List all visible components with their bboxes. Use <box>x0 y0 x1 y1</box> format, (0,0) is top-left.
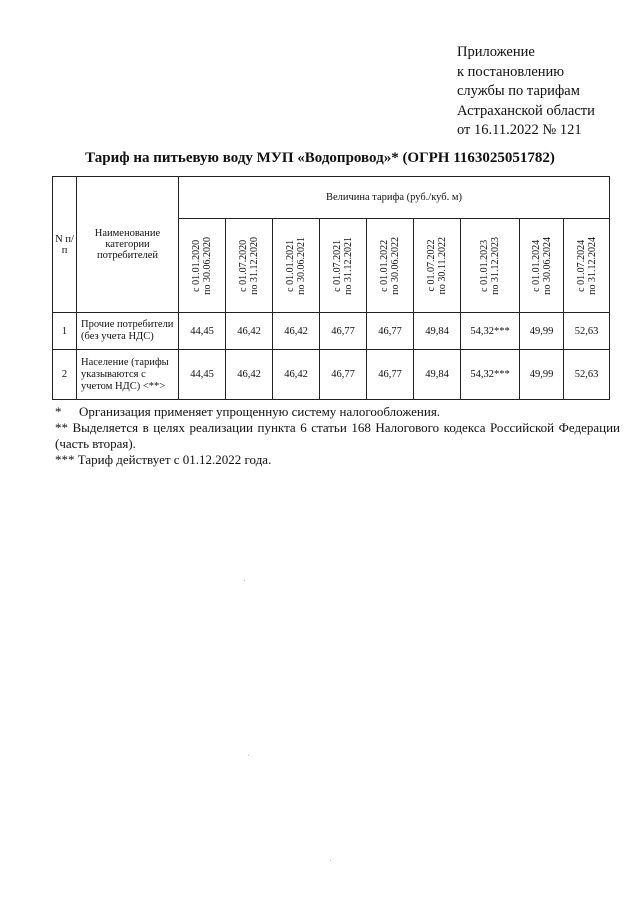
tariff-cell: 46,77 <box>320 350 367 400</box>
period-start: с 01.07.2022 <box>426 239 437 292</box>
period-end: по 30.06.2022 <box>390 236 401 295</box>
period-end: по 30.06.2020 <box>202 236 213 295</box>
header-num: N п/п <box>53 177 77 313</box>
period-end: по 31.12.2021 <box>343 236 354 295</box>
footnote-mark: * <box>55 404 62 419</box>
tariff-cell: 52,63 <box>564 350 610 400</box>
appendix-line: от 16.11.2022 № 121 <box>457 122 582 138</box>
period-end: по 31.12.2020 <box>249 236 260 295</box>
tariff-cell: 46,42 <box>273 313 320 350</box>
tariff-cell: 46,42 <box>226 350 273 400</box>
scan-speck <box>330 860 331 861</box>
period-end: по 31.12.2024 <box>586 236 598 295</box>
period-start: с 01.07.2021 <box>332 239 343 292</box>
tariff-cell: 46,77 <box>367 350 414 400</box>
period-end: по 30.06.2024 <box>541 236 553 295</box>
tariff-cell: 44,45 <box>179 350 226 400</box>
period-start: с 01.01.2020 <box>191 239 202 292</box>
row-num: 1 <box>53 313 77 350</box>
period-end: по 31.12.2023 <box>490 236 501 295</box>
scan-speck <box>244 580 245 581</box>
period-header <box>226 219 273 313</box>
footnote-1 <box>55 404 620 420</box>
tariff-cell: 52,63 <box>564 313 610 350</box>
period-header <box>564 219 610 313</box>
tariff-cell: 49,84 <box>414 350 461 400</box>
table-row <box>53 350 610 400</box>
tariff-cell: 46,42 <box>226 313 273 350</box>
tariff-cell: 54,32*** <box>461 350 520 400</box>
tariff-cell: 54,32*** <box>461 313 520 350</box>
tariff-cell: 49,99 <box>520 350 564 400</box>
tariff-table <box>52 176 610 400</box>
header-category: Наименование категории потребителей <box>77 177 179 313</box>
period-header <box>461 219 520 313</box>
period-start: с 01.01.2022 <box>379 239 390 292</box>
row-category: Прочие потребители (без учета НДС) <box>77 313 179 350</box>
tariff-cell: 49,84 <box>414 313 461 350</box>
row-category: Население (тарифы указываются с учетом НДС) <**> <box>77 350 179 400</box>
period-header <box>520 219 564 313</box>
footnote-2: ** Выделяется в целях реализации пункта 6 статьи 168 Налогового кодекса Российской Федерации (часть вторая). <box>55 420 620 451</box>
tariff-cell: 46,42 <box>273 350 320 400</box>
period-start: с 01.07.2024 <box>575 239 587 292</box>
tariff-cell: 46,77 <box>320 313 367 350</box>
header-tariff-group: Величина тарифа (руб./куб. м) <box>179 177 610 219</box>
tariff-cell: 49,99 <box>520 313 564 350</box>
period-start: с 01.07.2020 <box>238 239 249 292</box>
tariff-cell: 44,45 <box>179 313 226 350</box>
period-start: с 01.01.2021 <box>285 239 296 292</box>
footnote-text: Организация применяет упрощенную систему налогообложения. <box>79 404 441 419</box>
appendix-line: службы по тарифам <box>457 83 580 99</box>
period-end: по 30.06.2021 <box>296 236 307 295</box>
period-header <box>414 219 461 313</box>
period-start: с 01.01.2023 <box>479 239 490 292</box>
table-row <box>53 313 610 350</box>
tariff-cell: 46,77 <box>367 313 414 350</box>
appendix-line: Астраханской области <box>457 102 595 119</box>
scan-speck <box>248 755 249 756</box>
period-start: с 01.01.2024 <box>530 239 542 292</box>
row-num: 2 <box>53 350 77 400</box>
document-title: Тариф на питьевую воду МУП «Водопровод»* (ОГРН 1163025051782) <box>85 150 555 166</box>
appendix-line: к постановлению <box>457 63 565 80</box>
period-header <box>320 219 367 313</box>
appendix-block <box>457 43 595 141</box>
period-header <box>179 219 226 313</box>
footnotes <box>55 404 620 468</box>
appendix-line: Приложение <box>457 44 535 60</box>
footnote-3: *** Тариф действует с 01.12.2022 года. <box>55 452 272 467</box>
period-header <box>367 219 414 313</box>
period-end: по 30.11.2022 <box>437 236 448 295</box>
period-header <box>273 219 320 313</box>
